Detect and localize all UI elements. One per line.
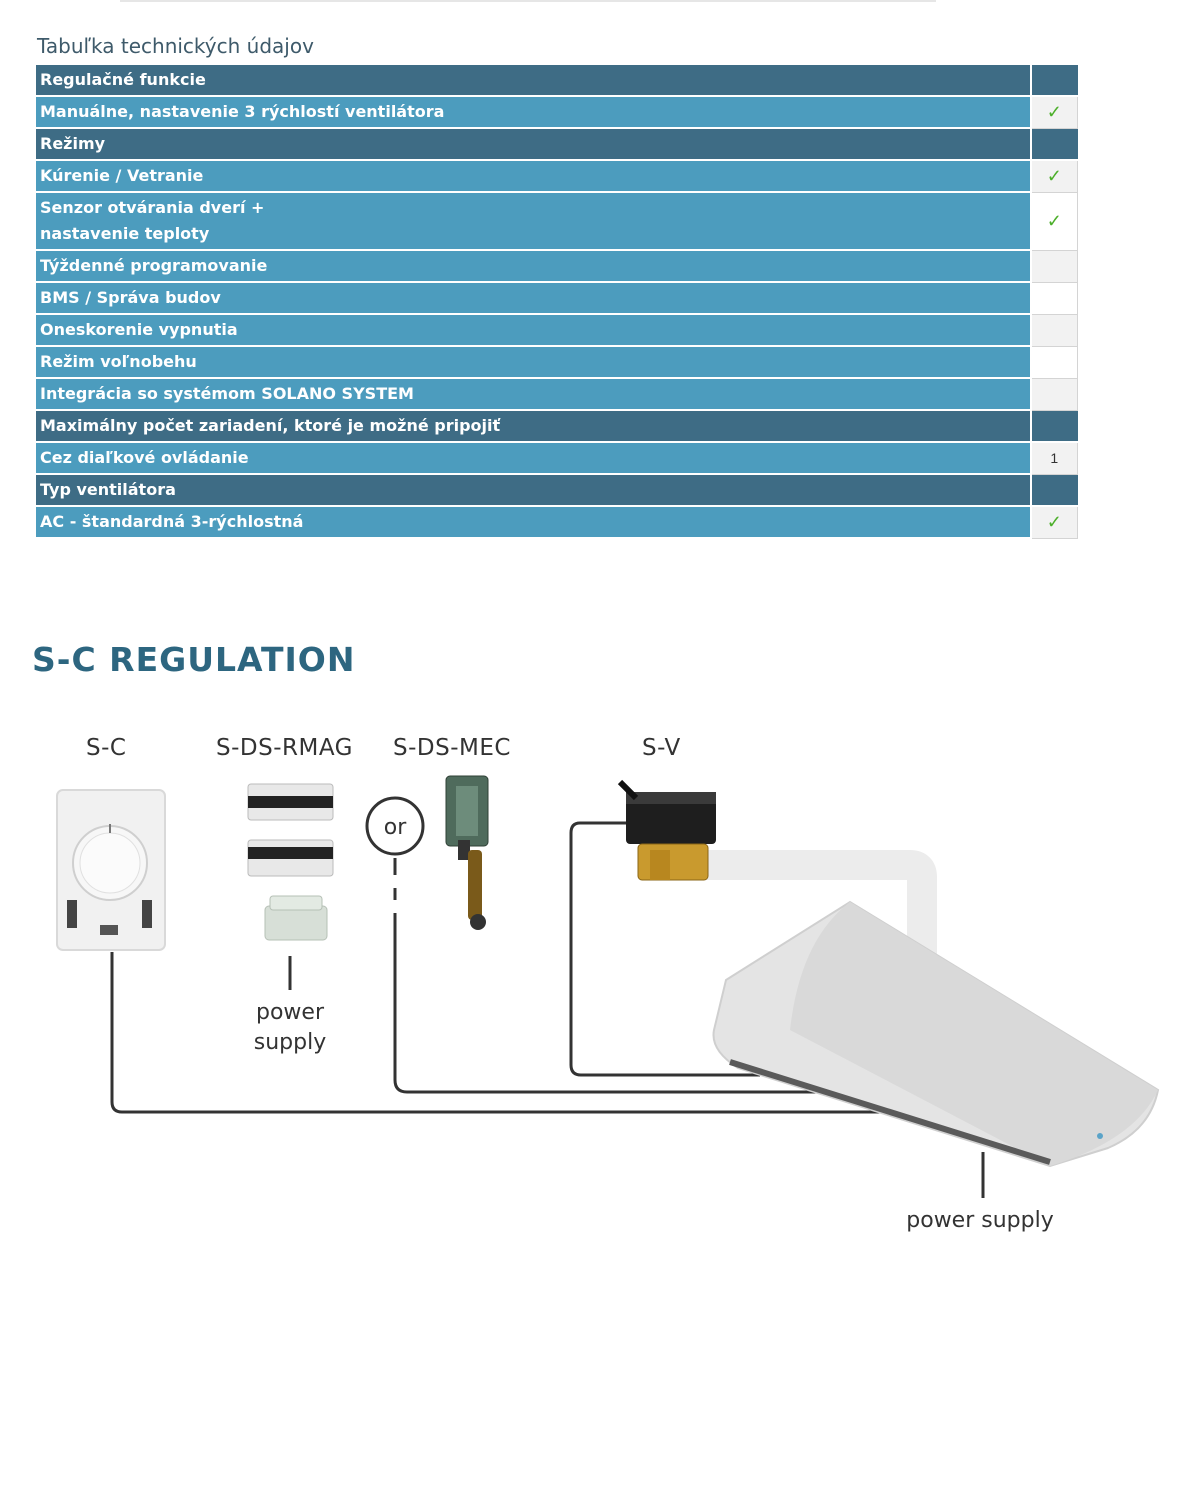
table-row-header <box>36 128 1078 160</box>
spec-table <box>36 65 1078 539</box>
table-row <box>36 96 1078 128</box>
thermostat-icon <box>57 790 165 950</box>
row-label: Regulačné funkcie <box>36 65 1031 96</box>
row-label: Typ ventilátora <box>36 474 1031 506</box>
table-row <box>36 250 1078 282</box>
row-value <box>1031 65 1078 96</box>
device-label-sv: S-V <box>642 735 681 761</box>
row-label: Oneskorenie vypnutia <box>36 314 1031 346</box>
valve-icon <box>620 782 716 880</box>
device-label-rmag: S-DS-RMAG <box>216 735 353 761</box>
table-row <box>36 442 1078 474</box>
table-row-header <box>36 65 1078 96</box>
row-value <box>1031 314 1078 346</box>
row-label: Režimy <box>36 128 1031 160</box>
row-label: Manuálne, nastavenie 3 rýchlostí ventilátora <box>36 96 1031 128</box>
row-label: Cez diaľkové ovládanie <box>36 442 1031 474</box>
row-label <box>36 192 1031 250</box>
table-row <box>36 346 1078 378</box>
row-label: Týždenné programovanie <box>36 250 1031 282</box>
check-icon: ✓ <box>1046 210 1062 231</box>
power-supply-line2: supply <box>253 1030 327 1055</box>
table-row <box>36 160 1078 192</box>
row-value <box>1031 474 1078 506</box>
row-value <box>1031 96 1078 128</box>
magnetic-contact-icon <box>248 784 333 940</box>
check-icon: ✓ <box>1046 511 1062 532</box>
power-supply-label-left <box>230 998 350 1058</box>
row-value: 1 <box>1031 442 1078 474</box>
row-value <box>1031 250 1078 282</box>
power-supply-line1: power <box>256 1000 324 1025</box>
table-row-header <box>36 474 1078 506</box>
row-value <box>1031 192 1078 250</box>
table-row <box>36 378 1078 410</box>
top-divider <box>120 0 936 2</box>
row-value <box>1031 378 1078 410</box>
row-value <box>1031 346 1078 378</box>
regulation-diagram <box>0 700 1184 1260</box>
row-value <box>1031 160 1078 192</box>
row-label: Integrácia so systémom SOLANO SYSTEM <box>36 378 1031 410</box>
device-label-mec: S-DS-MEC <box>393 735 511 761</box>
table-row <box>36 506 1078 538</box>
device-label-sc: S-C <box>86 735 127 761</box>
row-label: Režim voľnobehu <box>36 346 1031 378</box>
check-icon: ✓ <box>1046 101 1062 122</box>
row-label: BMS / Správa budov <box>36 282 1031 314</box>
row-label-line2: nastavenie teploty <box>40 224 210 243</box>
or-label: or <box>383 815 407 840</box>
table-row <box>36 282 1078 314</box>
row-label: AC - štandardná 3-rýchlostná <box>36 506 1031 538</box>
row-value <box>1031 282 1078 314</box>
table-row <box>36 314 1078 346</box>
power-supply-label-right: power supply <box>906 1208 1054 1233</box>
row-value <box>1031 506 1078 538</box>
check-icon: ✓ <box>1046 165 1062 186</box>
row-label: Maximálny počet zariadení, ktoré je možné pripojiť <box>36 410 1031 442</box>
table-caption: Tabuľka technických údajov <box>37 34 314 58</box>
table-row <box>36 192 1078 250</box>
limit-switch-icon <box>446 776 488 930</box>
or-circle <box>367 798 423 854</box>
table-row-header <box>36 410 1078 442</box>
row-label: Kúrenie / Vetranie <box>36 160 1031 192</box>
section-title: S-C REGULATION <box>32 640 356 679</box>
row-value <box>1031 410 1078 442</box>
row-label-line1: Senzor otvárania dverí + <box>40 198 265 217</box>
row-value <box>1031 128 1078 160</box>
